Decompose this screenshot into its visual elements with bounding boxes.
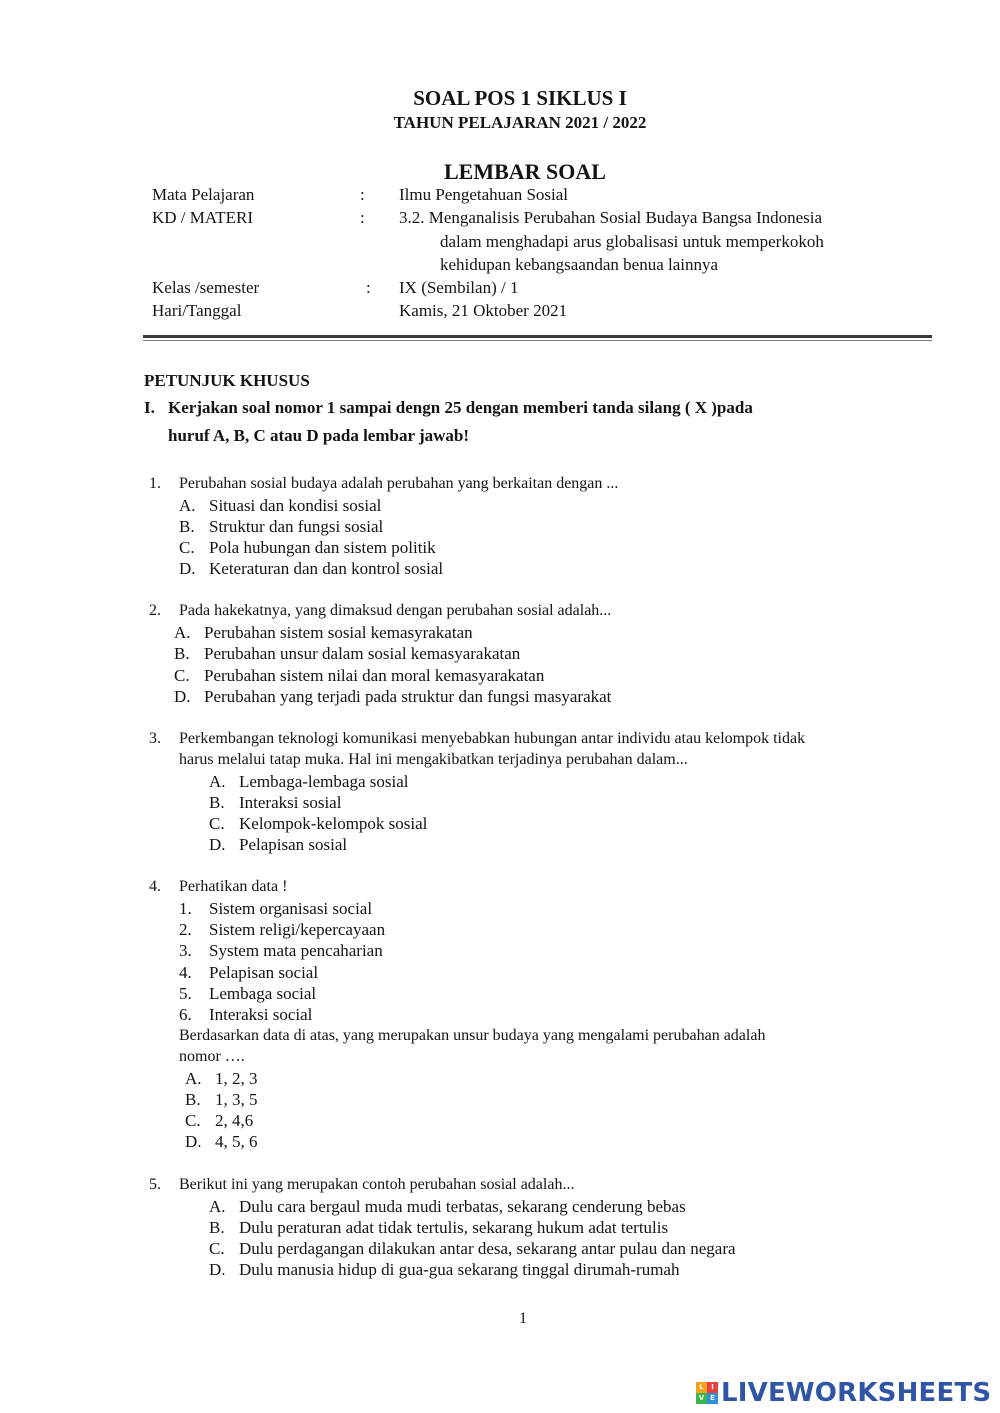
date-label: Hari/Tanggal	[152, 301, 242, 320]
instructions-heading: PETUNJUK KHUSUS	[144, 371, 310, 390]
data-item-number: 3.	[179, 941, 192, 960]
option-text: Kelompok-kelompok sosial	[239, 814, 428, 833]
logo-mark-letter: L	[696, 1382, 707, 1393]
data-item-number: 4.	[179, 963, 192, 982]
option-text: Dulu cara bergaul muda mudi terbatas, sekarang cenderung bebas	[239, 1197, 686, 1216]
question-number: 5.	[149, 1176, 161, 1193]
question-stem-cont: nomor ….	[179, 1048, 245, 1065]
question-text-cont: harus melalui tatap muka. Hal ini mengakibatkan terjadinya perubahan dalam...	[179, 751, 688, 768]
option-letter: A.	[185, 1069, 202, 1088]
option-letter: B.	[209, 793, 225, 812]
kd-value-line3: kehidupan kebangsaandan benua lainnya	[440, 255, 719, 274]
kd-colon: :	[360, 208, 365, 227]
option-letter: C.	[185, 1111, 201, 1130]
page-number: 1	[519, 1310, 527, 1327]
option-text: 2, 4,6	[215, 1111, 254, 1130]
subject-label: Mata Pelajaran	[152, 185, 255, 204]
kd-value-line2: dalam menghadapi arus globalisasi untuk memperkokoh	[440, 232, 824, 251]
logo-mark-letter: I	[707, 1382, 718, 1393]
option-text: 1, 2, 3	[215, 1069, 258, 1088]
data-item-number: 1.	[179, 899, 192, 918]
data-item-number: 6.	[179, 1005, 192, 1024]
option-text: Keteraturan dan dan kontrol sosial	[209, 559, 444, 578]
option-letter: D.	[209, 835, 226, 854]
logo-mark-letter: E	[707, 1393, 718, 1404]
subject-colon: :	[360, 185, 365, 204]
option-letter: D.	[209, 1260, 226, 1279]
option-letter: D.	[174, 687, 191, 706]
option-letter: A.	[209, 1197, 226, 1216]
question-text: Perhatikan data !	[179, 878, 288, 895]
data-item-text: Pelapisan social	[209, 963, 319, 982]
option-text: Interaksi sosial	[239, 793, 342, 812]
data-item-text: Sistem religi/kepercayaan	[209, 920, 386, 939]
option-text: Dulu manusia hidup di gua-gua sekarang tinggal dirumah-rumah	[239, 1260, 680, 1279]
option-text: Situasi dan kondisi sosial	[209, 496, 382, 515]
option-text: Dulu perdagangan dilakukan antar desa, sekarang antar pulau dan negara	[239, 1239, 736, 1258]
option-letter: A.	[179, 496, 196, 515]
data-item-text: Sistem organisasi social	[209, 899, 373, 918]
question-stem: Berdasarkan data di atas, yang merupakan unsur budaya yang mengalami perubahan adalah	[179, 1027, 766, 1044]
data-item-text: Lembaga social	[209, 984, 317, 1003]
class-label: Kelas /semester	[152, 278, 260, 297]
option-text: 1, 3, 5	[215, 1090, 258, 1109]
option-text: Perubahan sistem sosial kemasyrakatan	[204, 623, 473, 642]
option-letter: C.	[174, 666, 190, 685]
header-divider-thin	[143, 340, 932, 341]
academic-year: TAHUN PELAJARAN 2021 / 2022	[393, 113, 647, 132]
sheet-title: LEMBAR SOAL	[444, 159, 606, 184]
question-text: Perubahan sosial budaya adalah perubahan yang berkaitan dengan ...	[179, 475, 619, 492]
logo-mark-letter: V	[696, 1393, 707, 1404]
header-divider	[143, 335, 932, 338]
question-text: Pada hakekatnya, yang dimaksud dengan perubahan sosial adalah...	[179, 602, 612, 619]
instructions-line1: Kerjakan soal nomor 1 sampai dengn 25 dengan memberi tanda silang ( X )pada	[168, 398, 753, 417]
question-number: 4.	[149, 878, 161, 895]
option-letter: B.	[174, 644, 190, 663]
option-text: Perubahan unsur dalam sosial kemasyarakatan	[204, 644, 521, 663]
kd-label: KD / MATERI	[152, 208, 254, 227]
option-letter: A.	[174, 623, 191, 642]
instructions-roman: I.	[144, 398, 155, 417]
option-text: Pola hubungan dan sistem politik	[209, 538, 436, 557]
option-text: Lembaga-lembaga sosial	[239, 772, 409, 791]
data-item-number: 5.	[179, 984, 192, 1003]
question-text: Berikut ini yang merupakan contoh perubahan sosial adalah...	[179, 1176, 575, 1193]
option-letter: A.	[209, 772, 226, 791]
question-text: Perkembangan teknologi komunikasi menyebabkan hubungan antar individu atau kelompok tidak	[179, 730, 806, 747]
option-text: Perubahan yang terjadi pada struktur dan fungsi masyarakat	[204, 687, 612, 706]
data-item-number: 2.	[179, 920, 192, 939]
option-letter: B.	[185, 1090, 201, 1109]
question-number: 2.	[149, 602, 161, 619]
liveworksheets-logo	[696, 1378, 991, 1408]
kd-value-line1: 3.2. Menganalisis Perubahan Sosial Budaya Bangsa Indonesia	[399, 208, 823, 227]
option-letter: C.	[179, 538, 195, 557]
option-letter: B.	[179, 517, 195, 536]
option-letter: D.	[185, 1132, 202, 1151]
option-text: 4, 5, 6	[215, 1132, 258, 1151]
option-letter: B.	[209, 1218, 225, 1237]
document-title: SOAL POS 1 SIKLUS I	[413, 86, 627, 110]
option-text: Struktur dan fungsi sosial	[209, 517, 384, 536]
data-item-text: System mata pencaharian	[209, 941, 383, 960]
question-number: 3.	[149, 730, 161, 747]
instructions-line2: huruf A, B, C atau D pada lembar jawab!	[168, 426, 470, 445]
liveworksheets-logo-text: LIVEWORKSHEETS	[721, 1378, 992, 1408]
option-text: Perubahan sistem nilai dan moral kemasyarakatan	[204, 666, 545, 685]
option-letter: C.	[209, 814, 225, 833]
question-number: 1.	[149, 475, 161, 492]
class-colon: :	[366, 278, 371, 297]
option-letter: C.	[209, 1239, 225, 1258]
option-text: Dulu peraturan adat tidak tertulis, sekarang hukum adat tertulis	[239, 1218, 669, 1237]
date-value: Kamis, 21 Oktober 2021	[399, 301, 568, 320]
liveworksheets-logo-icon	[696, 1382, 718, 1404]
class-value: IX (Sembilan) / 1	[399, 278, 519, 297]
option-text: Pelapisan sosial	[239, 835, 348, 854]
subject-value: Ilmu Pengetahuan Sosial	[399, 185, 569, 204]
data-item-text: Interaksi social	[209, 1005, 313, 1024]
option-letter: D.	[179, 559, 196, 578]
